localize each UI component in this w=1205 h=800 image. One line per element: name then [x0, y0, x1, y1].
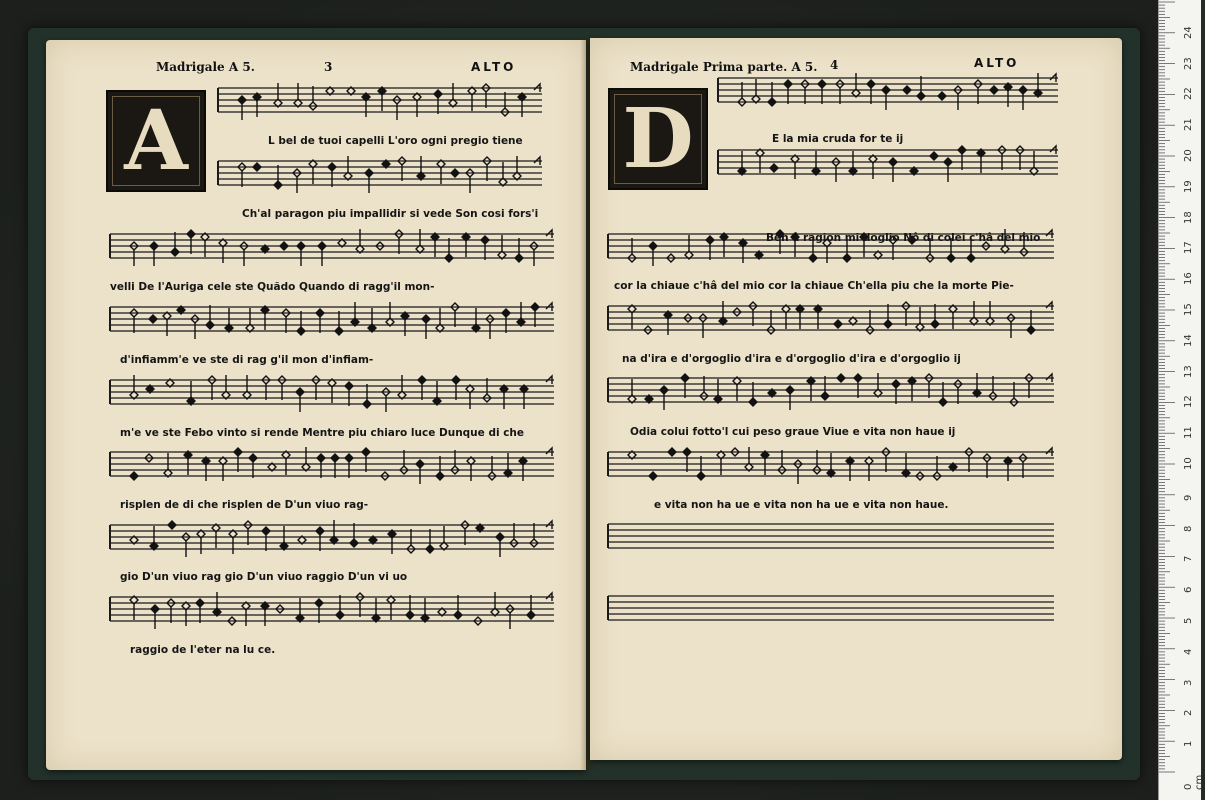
- right-page-number: 4: [830, 58, 839, 72]
- lyric-line: velli De l'Auriga cele ste Quãdo Quando di ragg'il mon-: [110, 281, 435, 293]
- left-staves: [46, 40, 586, 770]
- ruler-number: 15: [1183, 303, 1194, 316]
- lyric-line: cor la chiaue c'hâ del mio cor la chiaue Ch'ella piu che la morte Pie-: [614, 280, 1014, 292]
- ruler-number: 9: [1183, 494, 1194, 501]
- right-staves: [590, 38, 1122, 760]
- left-part-label: ALTO: [471, 60, 517, 74]
- ruler-number: 5: [1183, 617, 1194, 624]
- lyric-line: raggio de l'eter na lu ce.: [130, 644, 276, 656]
- ruler-number: 18: [1183, 210, 1194, 224]
- ruler-number: 7: [1183, 556, 1194, 563]
- lyric-line: na d'ira e d'orgoglio d'ira e d'orgoglio d'ira e d'orgoglio ij: [622, 353, 961, 365]
- ruler-number: 6: [1183, 586, 1194, 594]
- music-staff: [608, 373, 1054, 410]
- ruler-number: 3: [1183, 679, 1194, 686]
- ruler-number: 21: [1183, 118, 1194, 132]
- music-staff: [110, 229, 554, 266]
- lyric-line: e vita non ha ue e vita non ha ue e vita non haue.: [654, 499, 949, 511]
- ruler-number: 16: [1183, 272, 1194, 286]
- music-staff: [110, 375, 554, 412]
- ruler-number: 17: [1183, 241, 1194, 255]
- music-staff: [110, 447, 554, 484]
- lyric-line: risplen de di che risplen de D'un viuo rag-: [120, 499, 369, 511]
- lyric-line: Odia colui fotto'l cui peso graue Viue e vita non haue ij: [630, 426, 956, 438]
- ruler-number: 1: [1183, 740, 1194, 748]
- lyric-line: E la mia cruda for te ij: [772, 133, 904, 145]
- right-running-title: Madrigale Prima parte. A 5.: [630, 60, 818, 74]
- initial-letter: D: [622, 91, 694, 187]
- music-staff: [110, 592, 554, 629]
- lyric-line: m'e ve ste Febo vinto si rende Mentre piu chiaro luce Dunque di che: [120, 427, 525, 439]
- lyric-line: Ben â ragion mi doglio Nô di colei c'hâ del mio: [766, 232, 1041, 244]
- ruler-number: 14: [1183, 334, 1194, 347]
- music-staff: [718, 146, 1058, 182]
- music-staff: [110, 520, 554, 557]
- ruler-number: 22: [1183, 87, 1194, 101]
- ruler-number: 24: [1183, 26, 1194, 39]
- left-page: [46, 40, 586, 770]
- right-page: [590, 38, 1122, 760]
- ruler-number: 20: [1183, 149, 1194, 162]
- lyric-line: gio D'un viuo rag gio D'un viuo raggio D'un vi uo: [120, 571, 408, 583]
- ruler-number: 8: [1183, 525, 1194, 532]
- ruler-number: 12: [1183, 395, 1194, 409]
- lyric-line: L bel de tuoi capelli L'oro ogni pregio tiene: [268, 135, 523, 147]
- music-staff: [608, 524, 1054, 548]
- ruler-number: 13: [1183, 364, 1194, 378]
- music-staff: [608, 301, 1054, 338]
- music-staff: [110, 302, 554, 339]
- right-part-label: ALTO: [974, 56, 1020, 70]
- lyric-line: Ch'al paragon piu impallidir si vede Son cosi fors'i: [242, 208, 539, 220]
- ruler-number: 10: [1183, 457, 1194, 470]
- left-running-title: Madrigale A 5.: [156, 60, 255, 74]
- ruler-number: 4: [1183, 648, 1194, 655]
- music-staff: [218, 83, 542, 120]
- lyric-line: d'infiamm'e ve ste di rag g'il mon d'infiam-: [120, 354, 374, 366]
- music-staff: [608, 447, 1054, 484]
- ruler-number: 23: [1183, 56, 1194, 70]
- music-staff: [218, 156, 542, 193]
- ruler-number: 0 cm: [1183, 774, 1205, 790]
- ruler-number: 11: [1183, 426, 1194, 440]
- measuring-ruler: [1158, 0, 1205, 800]
- left-page-number: 3: [324, 60, 333, 74]
- ruler-ticks: [1159, 0, 1201, 800]
- ruler-number: 19: [1183, 180, 1194, 193]
- music-staff: [718, 73, 1058, 110]
- initial-letter: A: [124, 93, 188, 189]
- music-staff: [608, 596, 1054, 620]
- ruler-number: 2: [1183, 710, 1194, 717]
